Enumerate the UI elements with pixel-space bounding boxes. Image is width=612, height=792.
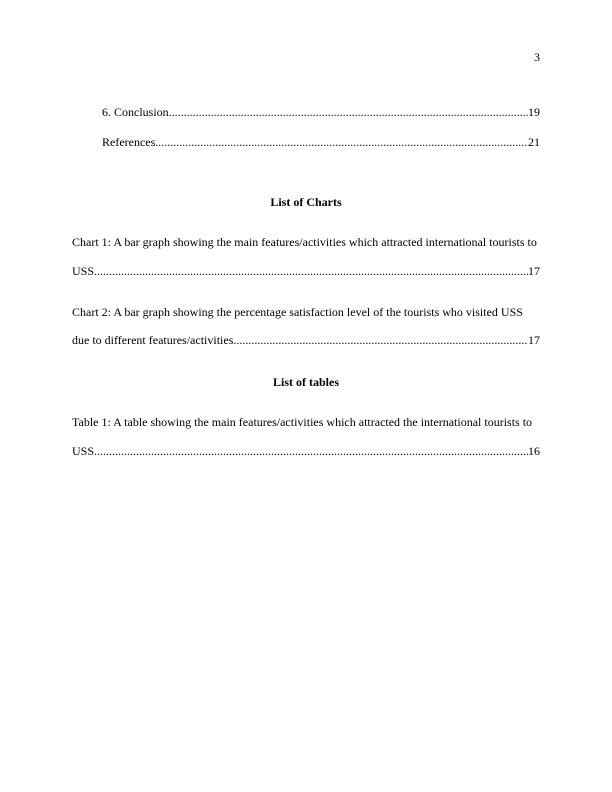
chart-2-entry-line1[interactable]: Chart 2: A bar graph showing the percentage satisfaction level of the tourists who visited USS xyxy=(72,305,523,319)
toc-entry-title: 6. Conclusion xyxy=(102,105,169,119)
entry-page: 17 xyxy=(528,264,540,278)
list-of-charts-heading: List of Charts xyxy=(270,195,342,209)
list-of-tables-heading: List of tables xyxy=(273,375,339,389)
table-1-entry-line2[interactable] xyxy=(72,443,540,459)
page-number: 3 xyxy=(534,50,540,64)
toc-entry-page: 21 xyxy=(528,135,540,149)
toc-entry-references[interactable] xyxy=(102,134,540,150)
toc-entry-conclusion[interactable] xyxy=(102,104,540,120)
dot-leader xyxy=(233,332,528,348)
dot-leader xyxy=(94,263,528,279)
table-1-entry-line1[interactable]: Table 1: A table showing the main features/activities which attracted the international tourists to xyxy=(72,415,533,429)
chart-1-entry-line1[interactable]: Chart 1: A bar graph showing the main features/activities which attracted international tourists to xyxy=(72,235,537,249)
entry-page: 16 xyxy=(528,444,540,458)
entry-text: USS xyxy=(72,264,95,278)
dot-leader xyxy=(155,134,528,150)
entry-text: USS xyxy=(72,444,95,458)
entry-page: 17 xyxy=(528,333,540,347)
entry-text: due to different features/activities xyxy=(72,333,234,347)
chart-2-entry-line2[interactable] xyxy=(72,332,540,348)
toc-entry-title: References xyxy=(102,135,156,149)
toc-entry-page: 19 xyxy=(528,105,540,119)
dot-leader xyxy=(169,104,528,120)
dot-leader xyxy=(94,443,528,459)
chart-1-entry-line2[interactable] xyxy=(72,263,540,279)
